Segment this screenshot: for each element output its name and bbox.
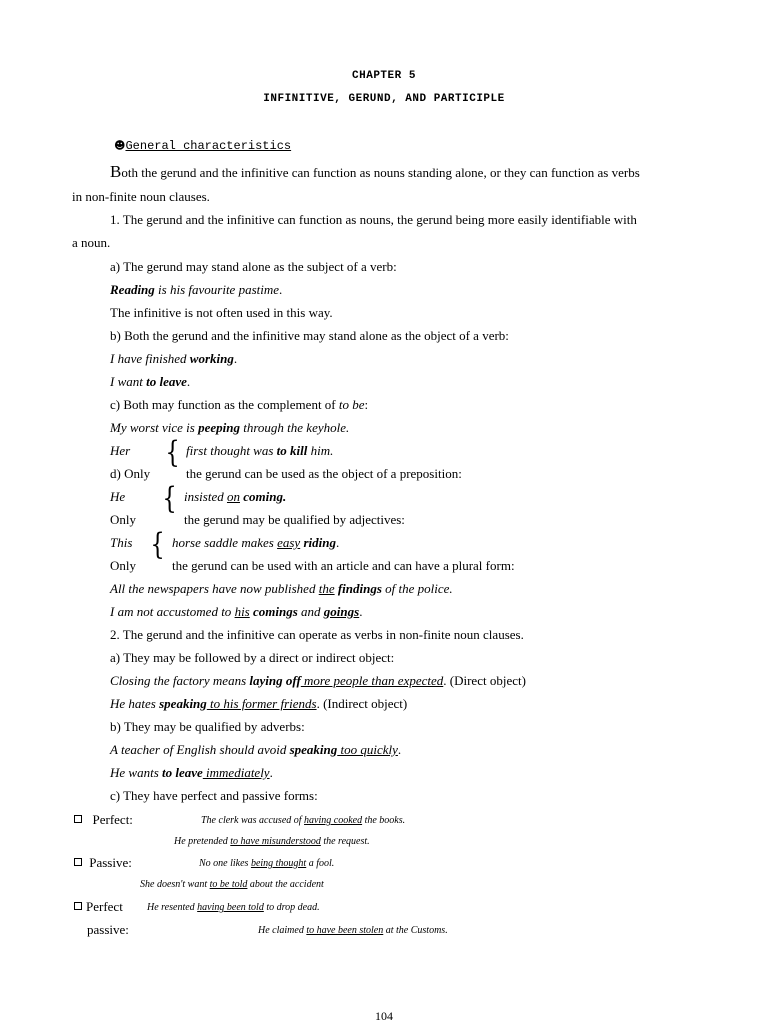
passive-ex1 <box>199 856 334 872</box>
p2-a: a) They may be followed by a direct or indirect object: <box>110 650 395 665</box>
ex-underline: on <box>226 489 240 504</box>
ex-text: to drop dead. <box>263 902 320 913</box>
ex-bold: findings <box>334 581 382 596</box>
ex-text: Closing the factory means <box>110 673 250 688</box>
ex-text: through the keyhole. <box>239 420 350 435</box>
ex-text: at the Customs. <box>383 925 448 936</box>
ex-bold: speaking <box>159 696 207 711</box>
c-text: c) Both may function as the complement of <box>110 397 339 412</box>
perfect-passive-label-row <box>74 899 123 915</box>
ex-text: . (Indirect object) <box>316 696 408 711</box>
p1-ex9 <box>110 604 362 620</box>
p1-ex1 <box>110 282 282 298</box>
ex-bold: riding <box>300 535 336 550</box>
p1-ex7 <box>172 535 339 551</box>
ex-text: He pretended <box>174 836 231 847</box>
page-number: 104 <box>375 1009 393 1023</box>
p1-f-rest: the gerund can be used with an article and can have a plural form: <box>172 558 515 573</box>
p1-ex3 <box>110 374 190 390</box>
ex-bold: to leave <box>162 765 203 780</box>
ex-end: . <box>397 742 402 757</box>
ex-text: He wants <box>110 765 162 780</box>
ex-text: first thought was <box>186 443 277 458</box>
c-end: : <box>364 397 369 412</box>
smiley-icon: ☻ <box>114 139 126 152</box>
ex-underline: easy <box>277 535 301 550</box>
p2-ex3 <box>110 742 401 758</box>
p1-d-left: d) Only <box>110 466 151 481</box>
perfect-ex1 <box>201 813 405 829</box>
ex-underline: his <box>234 604 250 619</box>
ex-bold: to kill <box>276 443 308 458</box>
ex-bold: goings <box>323 604 360 619</box>
p1-ex7-left: This <box>110 535 133 550</box>
drop-cap: B <box>110 162 122 181</box>
ex-underline: immediately <box>202 765 270 780</box>
p1-f-left: Only <box>110 558 136 573</box>
passive-ex2 <box>140 877 324 893</box>
ex-end: . <box>279 282 283 297</box>
p2-c: c) They have perfect and passive forms: <box>110 788 318 803</box>
ex-bold: laying off <box>249 673 301 688</box>
chapter-title: INFINITIVE, GERUND, AND PARTICIPLE <box>263 93 505 105</box>
p1-ex6 <box>184 489 286 505</box>
p1-ex5 <box>186 443 333 459</box>
ex-text: She doesn't want <box>140 879 210 890</box>
ex-bold: Reading <box>110 282 155 297</box>
perfect-ex2 <box>174 834 370 850</box>
chapter-number: CHAPTER 5 <box>352 70 416 82</box>
ex-underline: too quickly <box>337 742 398 757</box>
ex-text: I want <box>110 374 147 389</box>
ex-text: the request. <box>320 836 370 847</box>
perfect-passive-ex2 <box>258 923 448 939</box>
left-brace: { <box>165 435 180 470</box>
ex-text: He claimed <box>258 925 307 936</box>
p2-ex2 <box>110 696 407 712</box>
left-brace: { <box>150 527 165 562</box>
p2-b: b) They may be qualified by adverbs: <box>110 719 305 734</box>
ex-text: of the police. <box>381 581 453 596</box>
ex-end: . <box>359 604 363 619</box>
c-italic: to be <box>338 397 365 412</box>
ex-bold: comings <box>249 604 298 619</box>
ex-text: . (Direct object) <box>443 673 526 688</box>
ex-text: My worst vice is <box>110 420 199 435</box>
p1-ex8 <box>110 581 453 597</box>
ex-end: . <box>269 765 273 780</box>
ex-bold: speaking <box>289 742 338 757</box>
ex-underline: to have been stolen <box>306 925 384 936</box>
perfect-passive-ex1 <box>147 900 320 916</box>
p1-note: The infinitive is not often used in this way. <box>110 305 333 320</box>
ex-text: I am not accustomed to <box>110 604 235 619</box>
ex-text: him. <box>307 443 334 458</box>
ex-text: All the newspapers have now published <box>110 581 319 596</box>
p1-c <box>110 397 368 413</box>
ex-underline: being thought <box>250 858 307 869</box>
ex-text: and <box>297 604 324 619</box>
p1-b: b) Both the gerund and the infinitive may stand alone as the object of a verb: <box>110 328 509 343</box>
perfect-label: Perfect: <box>92 812 133 827</box>
p1-a: a) The gerund may stand alone as the subject of a verb: <box>110 259 397 274</box>
p1-ex6-left: He <box>110 489 126 504</box>
section-heading <box>114 138 291 154</box>
ex-text: horse saddle makes <box>172 535 278 550</box>
intro-text-1: oth the gerund and the infinitive can function as nouns standing alone, or they can function as verbs <box>121 165 640 180</box>
ex-bold: peeping <box>198 420 240 435</box>
checkbox-icon <box>74 815 82 823</box>
ex-end: . <box>186 374 191 389</box>
ex-text: He resented <box>147 902 198 913</box>
ex-text: I have finished <box>110 351 190 366</box>
ex-bold: to leave <box>146 374 187 389</box>
intro-line-2: in non-finite noun clauses. <box>72 189 210 204</box>
ex-text: about the accident <box>247 879 324 890</box>
perfect-passive-label-1: Perfect <box>86 899 123 914</box>
ex-text: No one likes <box>199 858 251 869</box>
ex-text: A teacher of English should avoid <box>110 742 290 757</box>
ex-text: insisted <box>184 489 227 504</box>
ex-text: the books. <box>362 815 406 826</box>
ex-underline: the <box>318 581 335 596</box>
p1-e-rest: the gerund may be qualified by adjectives: <box>184 512 405 527</box>
p1-d-rest: the gerund can be used as the object of a preposition: <box>186 466 462 481</box>
perfect-label-row <box>74 812 133 828</box>
ex-bold: working <box>189 351 234 366</box>
ex-underline: having been told <box>197 902 264 913</box>
checkbox-icon <box>74 902 82 910</box>
p2-ex4 <box>110 765 273 781</box>
p1-line-2: a noun. <box>72 235 111 250</box>
ex-bold: coming. <box>239 489 287 504</box>
ex-underline: more people than expected <box>300 673 444 688</box>
p1-ex2 <box>110 351 237 367</box>
checkbox-icon <box>74 858 82 866</box>
intro-line-1 <box>110 164 640 181</box>
ex-underline: having cooked <box>304 815 363 826</box>
passive-label: Passive: <box>89 855 132 870</box>
ex-end: . <box>233 351 238 366</box>
passive-label-row <box>74 855 132 871</box>
p1-ex5-left: Her <box>110 443 131 458</box>
perfect-passive-label-2: passive: <box>87 922 129 937</box>
p1-e-left: Only <box>110 512 136 527</box>
p2-ex1 <box>110 673 526 689</box>
section-heading-text: General characteristics <box>125 139 292 153</box>
ex-text: is his favourite pastime <box>154 282 280 297</box>
ex-underline: to have misunderstood <box>230 836 321 847</box>
ex-underline: to be told <box>209 879 248 890</box>
ex-end: . <box>335 535 340 550</box>
ex-text: The clerk was accused of <box>201 815 305 826</box>
ex-text: He hates <box>110 696 160 711</box>
ex-text: a fool. <box>306 858 335 869</box>
p2-line-1: 2. The gerund and the infinitive can operate as verbs in non-finite noun clauses. <box>110 627 524 642</box>
p1-line-1: 1. The gerund and the infinitive can function as nouns, the gerund being more easily identifiable with <box>110 212 637 227</box>
left-brace: { <box>162 481 177 516</box>
ex-underline: to his former friends <box>206 696 317 711</box>
p1-ex4 <box>110 420 349 436</box>
